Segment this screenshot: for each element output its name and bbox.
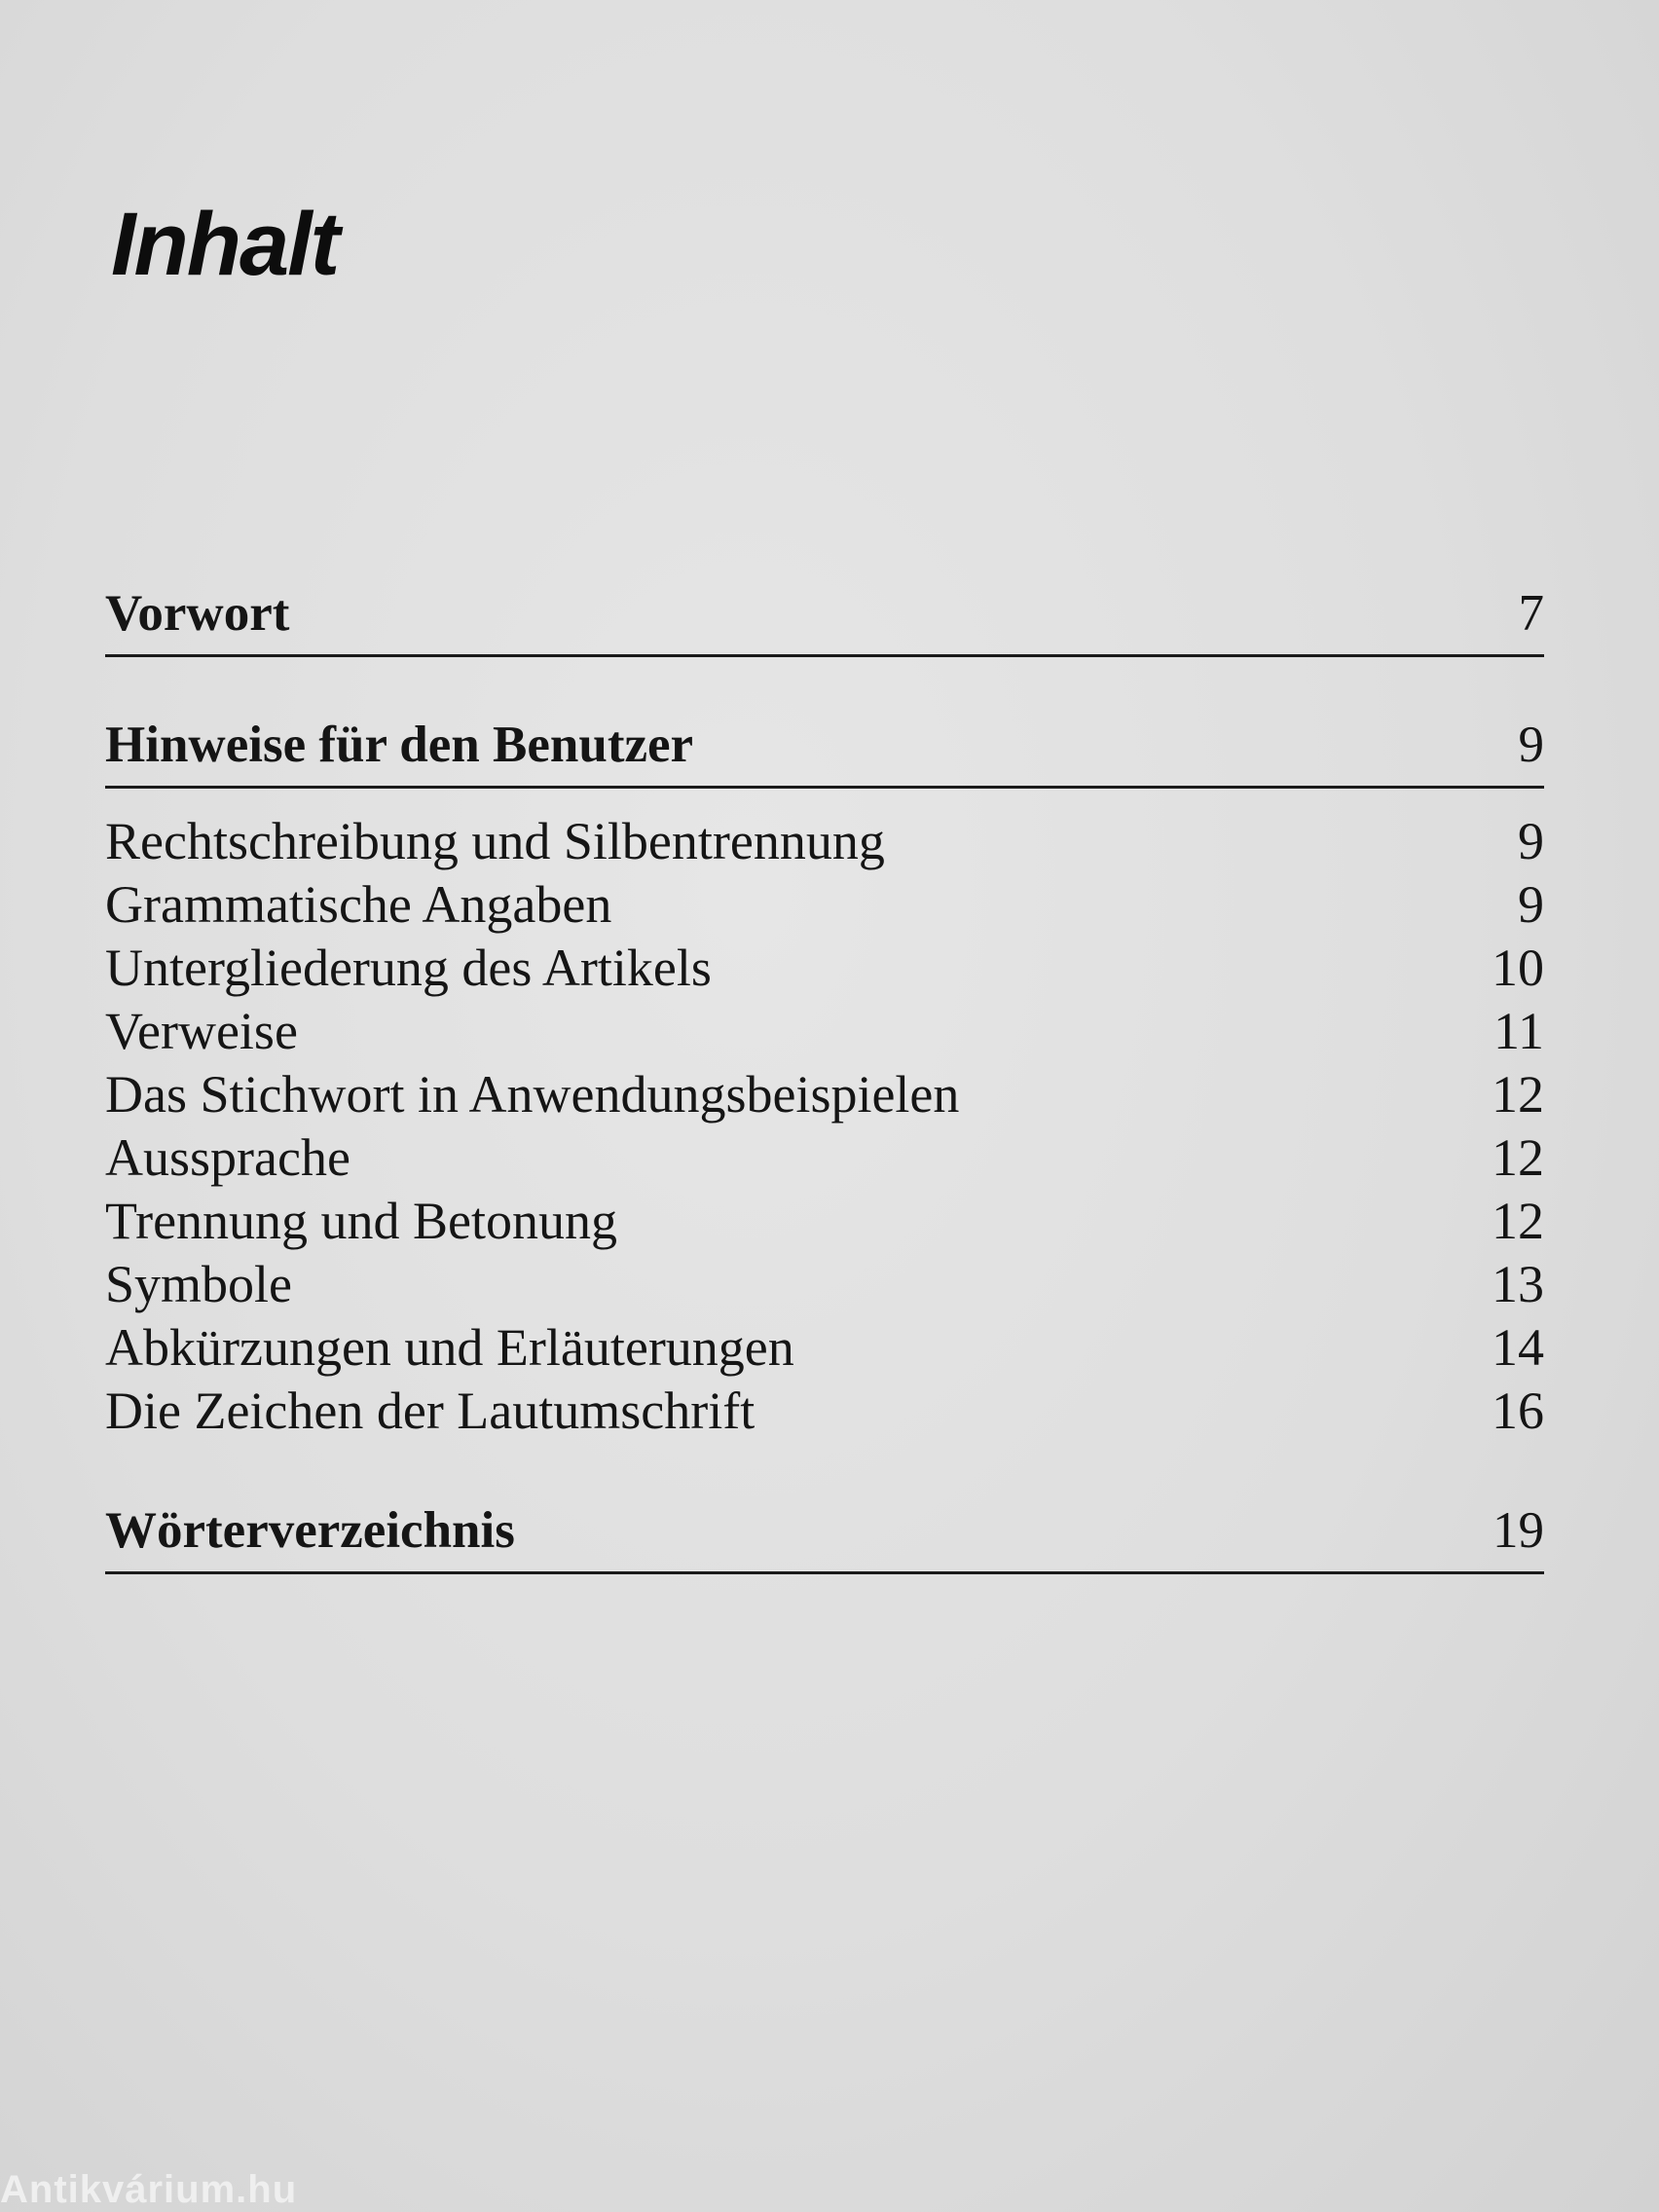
toc-entry: [105, 937, 1544, 1000]
toc-heading-row: [105, 714, 1544, 777]
toc-section: [105, 714, 1544, 1443]
toc-entry-label: Die Zeichen der Lautumschrift: [105, 1382, 756, 1440]
table-of-contents: [105, 582, 1544, 1596]
toc-entry-label: Abkürzungen und Erläuterungen: [105, 1318, 794, 1377]
toc-section: [105, 582, 1544, 657]
toc-entry-label: Grammatische Angaben: [105, 875, 612, 934]
toc-entry-label: Symbole: [105, 1255, 293, 1313]
toc-entry-page: 13: [1492, 1255, 1544, 1313]
toc-entry: [105, 1063, 1544, 1126]
toc-entry: [105, 1000, 1544, 1063]
toc-entry-page: 14: [1492, 1318, 1544, 1377]
toc-entry-label: Aussprache: [105, 1128, 350, 1187]
toc-entry-label: Verweise: [105, 1002, 298, 1060]
toc-entry: [105, 1190, 1544, 1253]
toc-entry-page: 12: [1492, 1192, 1544, 1250]
toc-entry-label: Das Stichwort in Anwendungsbeispielen: [105, 1065, 960, 1124]
toc-heading-page: 9: [1518, 717, 1544, 773]
toc-entry-page: 11: [1493, 1002, 1544, 1060]
toc-heading-page: 19: [1493, 1502, 1544, 1559]
toc-entry-label: Untergliederung des Artikels: [105, 939, 712, 997]
toc-heading-row: [105, 1499, 1544, 1563]
toc-entry-page: 16: [1492, 1382, 1544, 1440]
toc-entry-label: Trennung und Betonung: [105, 1192, 618, 1250]
toc-entry-page: 9: [1518, 812, 1544, 870]
toc-entry: [105, 810, 1544, 873]
toc-heading-label: Vorwort: [105, 585, 290, 642]
watermark: Antikvárium.hu: [0, 2168, 298, 2211]
toc-section: [105, 1499, 1544, 1574]
toc-entry-page: 10: [1492, 939, 1544, 997]
toc-heading-row: [105, 582, 1544, 645]
toc-entry-page: 12: [1492, 1065, 1544, 1124]
toc-entry: [105, 1126, 1544, 1190]
toc-heading-label: Wörterverzeichnis: [105, 1502, 515, 1559]
toc-entry-page: 9: [1518, 875, 1544, 934]
toc-entry: [105, 873, 1544, 937]
section-divider: [105, 654, 1544, 657]
section-divider: [105, 786, 1544, 789]
toc-entry: [105, 1380, 1544, 1443]
toc-heading-page: 7: [1518, 585, 1544, 642]
toc-heading-label: Hinweise für den Benutzer: [105, 717, 694, 773]
section-divider: [105, 1571, 1544, 1574]
toc-entry-page: 12: [1492, 1128, 1544, 1187]
page-title: Inhalt: [111, 195, 339, 294]
toc-entry-label: Rechtschreibung und Silbentrennung: [105, 812, 885, 870]
toc-entry: [105, 1253, 1544, 1316]
toc-entry: [105, 1316, 1544, 1380]
